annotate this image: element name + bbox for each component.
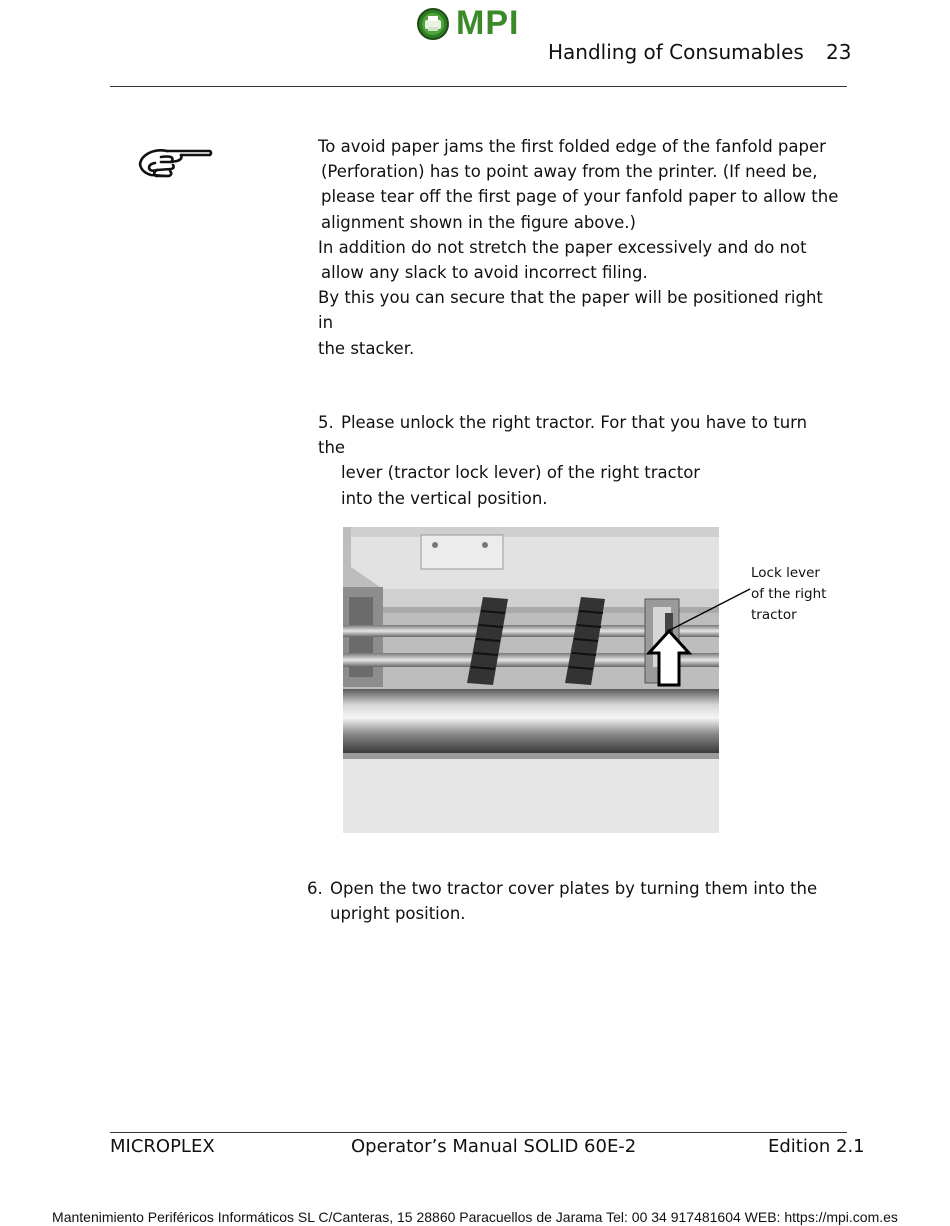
step-text-line: into the vertical position. bbox=[341, 488, 548, 508]
step-number: 6. bbox=[307, 879, 323, 898]
section-title: Handling of Consumables bbox=[548, 40, 804, 64]
footer-edition: Edition 2.1 bbox=[768, 1136, 865, 1157]
step-5 bbox=[318, 410, 838, 511]
paper-alignment-note bbox=[318, 134, 843, 361]
note-line: To avoid paper jams the first folded edge of the fanfold paper bbox=[318, 137, 826, 156]
contact-info: Mantenimiento Periféricos Informáticos SL C/Canteras, 15 28860 Paracuellos de Jarama Tel: 00 34 917481604 WEB: https://mpi.com.es bbox=[52, 1209, 898, 1225]
step-text-line: upright position. bbox=[330, 904, 466, 924]
step-6 bbox=[307, 876, 827, 926]
step-number: 5. bbox=[318, 413, 334, 432]
callout-line: tractor bbox=[751, 607, 797, 623]
callout-line: of the right bbox=[751, 586, 827, 602]
callout-line: Lock lever bbox=[751, 565, 820, 581]
tractor-photo bbox=[343, 527, 719, 833]
note-line: allow any slack to avoid incorrect filing. bbox=[321, 263, 648, 283]
step-text-line: lever (tractor lock lever) of the right tractor bbox=[341, 463, 701, 483]
logo-text: MPI bbox=[456, 4, 520, 42]
footer-manual-title: Operator’s Manual SOLID 60E-2 bbox=[351, 1136, 637, 1157]
note-line: alignment shown in the figure above.) bbox=[321, 212, 636, 232]
step-text-line: Open the two tractor cover plates by turning them into the bbox=[330, 879, 818, 898]
header-divider bbox=[110, 86, 847, 87]
note-line: the stacker. bbox=[318, 338, 415, 358]
note-line: please tear off the first page of your fanfold paper to allow the bbox=[321, 187, 839, 207]
callout-leader-line bbox=[668, 588, 752, 632]
lock-lever-callout bbox=[751, 563, 826, 626]
note-line: By this you can secure that the paper will be positioned right in bbox=[318, 288, 823, 333]
note-line: In addition do not stretch the paper excessively and do not bbox=[318, 237, 807, 257]
pointing-hand-icon bbox=[137, 142, 213, 186]
mpi-logo bbox=[416, 6, 546, 42]
footer-company: MICROPLEX bbox=[110, 1136, 215, 1157]
step-text-line: Please unlock the right tractor. For that you have to turn the bbox=[318, 413, 808, 458]
footer-divider bbox=[110, 1132, 847, 1133]
note-line: (Perforation) has to point away from the printer. (If need be, bbox=[321, 162, 818, 182]
page-number: 23 bbox=[826, 40, 852, 64]
printer-logo-icon bbox=[416, 7, 450, 41]
